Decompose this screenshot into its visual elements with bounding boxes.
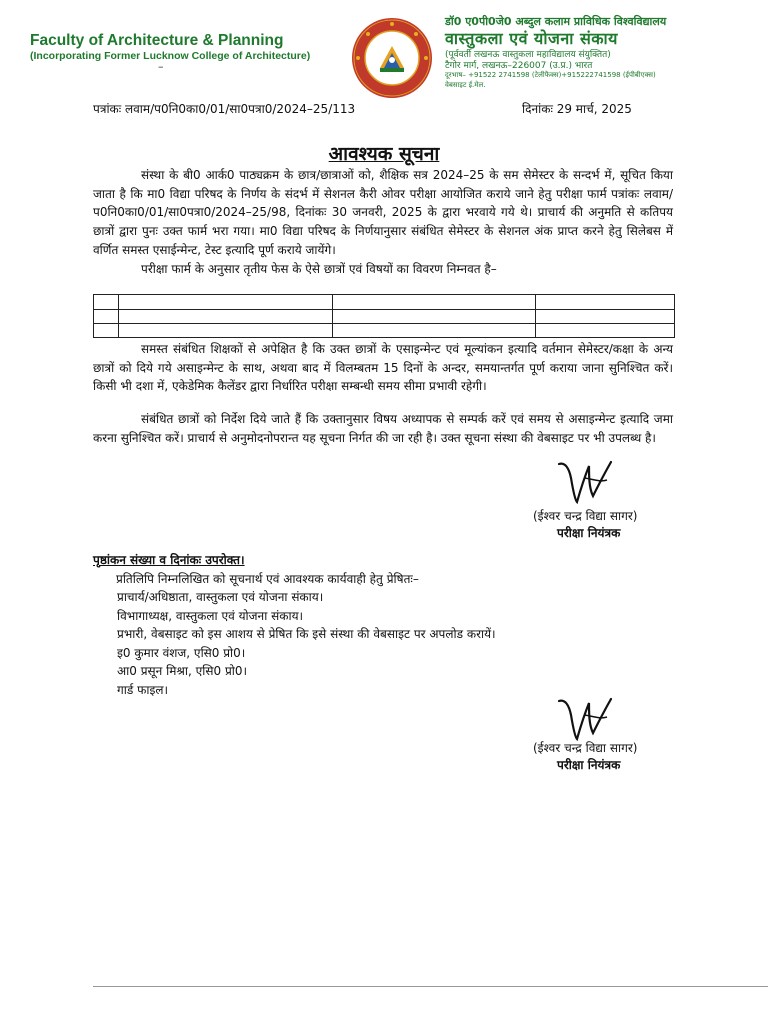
notice-title: आवश्यक सूचना bbox=[328, 143, 440, 165]
list-item: इ0 कुमार वंशज, एसि0 प्रो0। bbox=[117, 645, 246, 660]
notice-paragraph-2: समस्त संबंधित शिक्षकों से अपेक्षित है कि उक्त छात्रों के एसाइन्मेन्ट एवं मूल्यांकन इत्यादि वर्तमान सेमेस्टर/कक्षा के अन्य छात्रों को दिये गये असाइन्मेन्ट के साथ, अथवा बाद में विलम्बतम 15 दिनों के अन्दर, समयान्तर्गत पूर्ण कराया जाना सुनिश्चित करें। किसी भी दशा में, एकेडेमिक कैलेंडर द्वारा निर्धारित परीक्षा सम्बन्धी समय सीमा प्रभावी रहेगी। bbox=[93, 342, 673, 394]
list-item: आ0 प्रसून मिश्रा, एसि0 प्रो0। bbox=[117, 664, 248, 679]
notice-paragraph-3: संबंधित छात्रों को निर्देश दिये जाते हैं कि उक्तानुसार विषय अध्यापक से सम्पर्क करें एवं समय से असाइन्मेन्ट इत्यादि जमा करना सुनिश्चित करें। प्राचार्य से अनुमोदनोपरान्त यह सूचना निर्गत की जा रही है। उक्त सूचना संस्था की वेबसाइट पर भी उपलब्ध है। bbox=[93, 412, 673, 445]
university-name-hindi: डॉ0 ए0पी0जे0 अब्दुल कलाम प्राविधिक विश्वविद्यालय bbox=[445, 15, 667, 28]
endorsement-heading: पृष्ठांकन संख्या व दिनांकः उपरोक्त। bbox=[93, 553, 245, 567]
table-row-divider bbox=[94, 323, 674, 324]
table-row-divider bbox=[94, 309, 674, 310]
reference-number: पत्रांकः लवाम/प0नि0का0/01/सा0पत्रा0/2024–25/113 bbox=[93, 102, 356, 116]
students-subjects-table bbox=[93, 294, 675, 338]
copy-intro: प्रतिलिपि निम्नलिखित को सूचनार्थ एवं आवश्यक कार्यवाही हेतु प्रेषितः– bbox=[116, 572, 419, 586]
paragraph-1b-text: परीक्षा फार्म के अनुसार तृतीय फेस के ऐसे छात्रों एवं विषयों का विवरण निम्नवत है– bbox=[141, 261, 497, 276]
web-email-line: वेबसाइट ई.मेल. bbox=[445, 81, 486, 89]
signatory-designation: परीक्षा नियंत्रक bbox=[557, 758, 621, 772]
phone-line: दूरभाष– +91522 2741598 (टेलीफैक्स)+915222741598 (ईपीबीएक्स) bbox=[445, 71, 656, 79]
list-item: विभागाध्यक्ष, वास्तुकला एवं योजना संकाय। bbox=[117, 608, 304, 623]
signatory-name: (ईश्वर चन्द्र विद्या सागर) bbox=[533, 509, 638, 523]
former-college-hindi: (पूर्ववर्ती लखनऊ वास्तुकला महाविद्यालय संयुक्तित) bbox=[445, 50, 611, 60]
list-item: प्रभारी, वेबसाइट को इस आशय से प्रेषित कि इसे संस्था की वेबसाइट पर अपलोड करायें। bbox=[117, 627, 496, 642]
table-column-divider bbox=[118, 295, 119, 337]
signature-image bbox=[555, 695, 615, 745]
institution-subtitle-english: (Incorporating Former Lucknow College of Architecture) bbox=[30, 50, 311, 62]
notice-paragraph-1 bbox=[93, 166, 673, 278]
table-column-divider bbox=[332, 295, 333, 337]
table-column-divider bbox=[535, 295, 536, 337]
recipient-list bbox=[117, 588, 496, 700]
university-seal-icon bbox=[350, 16, 434, 100]
list-item: गार्ड फाइल। bbox=[117, 682, 169, 697]
faculty-name-hindi: वास्तुकला एवं योजना संकाय bbox=[445, 29, 618, 48]
list-item: प्राचार्य/अधिष्ठाता, वास्तुकला एवं योजना संकाय। bbox=[117, 590, 324, 604]
signatory-designation: परीक्षा नियंत्रक bbox=[557, 526, 621, 540]
paragraph-1-text: संस्था के बी0 आर्क0 पाठ्यक्रम के छात्र/छात्राओं को, शैक्षिक सत्र 2024–25 के सम सेमेस्टर के सन्दर्भ में, सूचित किया जाता है कि मा0 विद्या परिषद के निर्णय के संदर्भ में सेशनल कैरी ओवर परीक्षा आयोजित कराये जाने हेतु परीक्षा फार्म पत्रांकः लवाम/प0नि0का0/01/सा0पत्रा0/2024–25/98, दिनांकः 30 जनवरी, 2025 के द्वारा भरवाये गये थे। प्राचार्य की अनुमति से कतिपय छात्रों द्वारा पुनः उक्त फार्म भरा गया। मा0 विद्या परिषद के निर्णयानुसार संबंधित सेमेस्टर के सेशनल अंक प्राप्त करने हेतु सिलेबस में वर्णित समस्त एसाईन्मेन्ट, टेस्ट इत्यादि पूर्ण कराये जायेंगे। bbox=[93, 168, 673, 257]
footer-divider bbox=[93, 986, 768, 987]
signature-image bbox=[555, 458, 615, 508]
notice-date: दिनांकः 29 मार्च, 2025 bbox=[522, 102, 632, 116]
signatory-name: (ईश्वर चन्द्र विद्या सागर) bbox=[533, 741, 638, 755]
address-hindi: टैगोर मार्ग, लखनऊ–226007 (उ.प्र.) भारत bbox=[445, 61, 593, 71]
header-dash: – bbox=[158, 60, 164, 73]
institution-name-english: Faculty of Architecture & Planning bbox=[30, 32, 284, 49]
